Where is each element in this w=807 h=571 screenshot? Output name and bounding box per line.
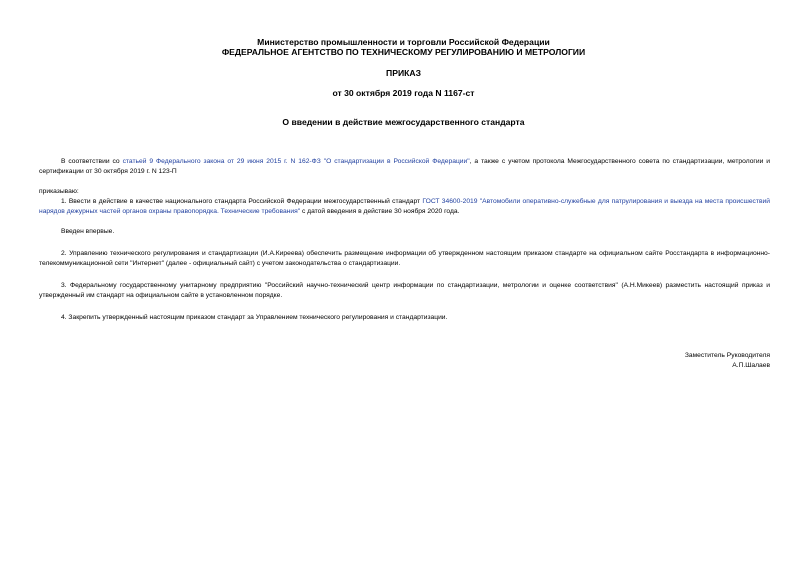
order-subject: О введении в действие межгосударственного стандарта: [282, 117, 525, 127]
signatory-name: А.П.Шалаев: [732, 362, 770, 369]
preamble-paragraph: [39, 157, 770, 177]
order-item-1: [39, 197, 770, 217]
item-1-text-end: с датой введения в действие 30 ноября 2020 года.: [300, 208, 460, 215]
order-item-4: 4. Закрепить утвержденный настоящим приказом стандарт за Управлением технического регулирования и стандартизации.: [61, 314, 448, 321]
document-type: ПРИКАЗ: [386, 68, 421, 78]
order-verb: приказываю:: [39, 188, 79, 195]
agency-name: ФЕДЕРАЛЬНОЕ АГЕНТСТВО ПО ТЕХНИЧЕСКОМУ РЕГУЛИРОВАНИЮ И МЕТРОЛОГИИ: [221, 47, 586, 57]
preamble-text-start: В соответствии со: [61, 158, 123, 165]
introduced-first-note: Введен впервые.: [61, 228, 115, 235]
federal-law-link[interactable]: статьей 9 Федерального закона от 29 июня 2015 г. N 162-ФЗ "О стандартизации в Российской Федерации": [122, 158, 470, 165]
signatory-title: Заместитель Руководителя: [684, 352, 770, 359]
order-item-3: 3. Федеральному государственному унитарному предприятию "Российский научно-технический центр информации по стандартизации, метрологии и оценке соответствия" (А.Н.Микеев) разместить настоящий приказ и утвержденный им стандарт на официальном сайте в установленном порядке.: [39, 282, 770, 299]
gost-standard-link[interactable]: ГОСТ 34600-2019 "Автомобили оперативно-служебные для патрулирования и выезда на места происшествий нарядов дежурных частей органов охраны правопорядка. Технические требования": [39, 198, 770, 215]
preamble-text-end: , а также с учетом протокола Межгосударственного совета по стандартизации, метрологии и сертификации от 30 октября 2019 г. N 123-П: [39, 158, 770, 175]
item-1-text-start: 1. Ввести в действие в качестве национального стандарта Российской Федерации межгосударственный стандарт: [61, 198, 423, 205]
order-item-2: 2. Управлению технического регулирования и стандартизации (И.А.Киреева) обеспечить размещение информации об утвержденном настоящим приказом стандарте на официальном сайте Росстандарта в информационно-телекоммуникационной сети "Интернет" (далее - официальный сайт) с учетом законодательства о стандартизации.: [39, 250, 770, 267]
order-date-number: от 30 октября 2019 года N 1167-ст: [332, 88, 475, 98]
ministry-name: Министерство промышленности и торговли Российской Федерации: [257, 37, 550, 47]
